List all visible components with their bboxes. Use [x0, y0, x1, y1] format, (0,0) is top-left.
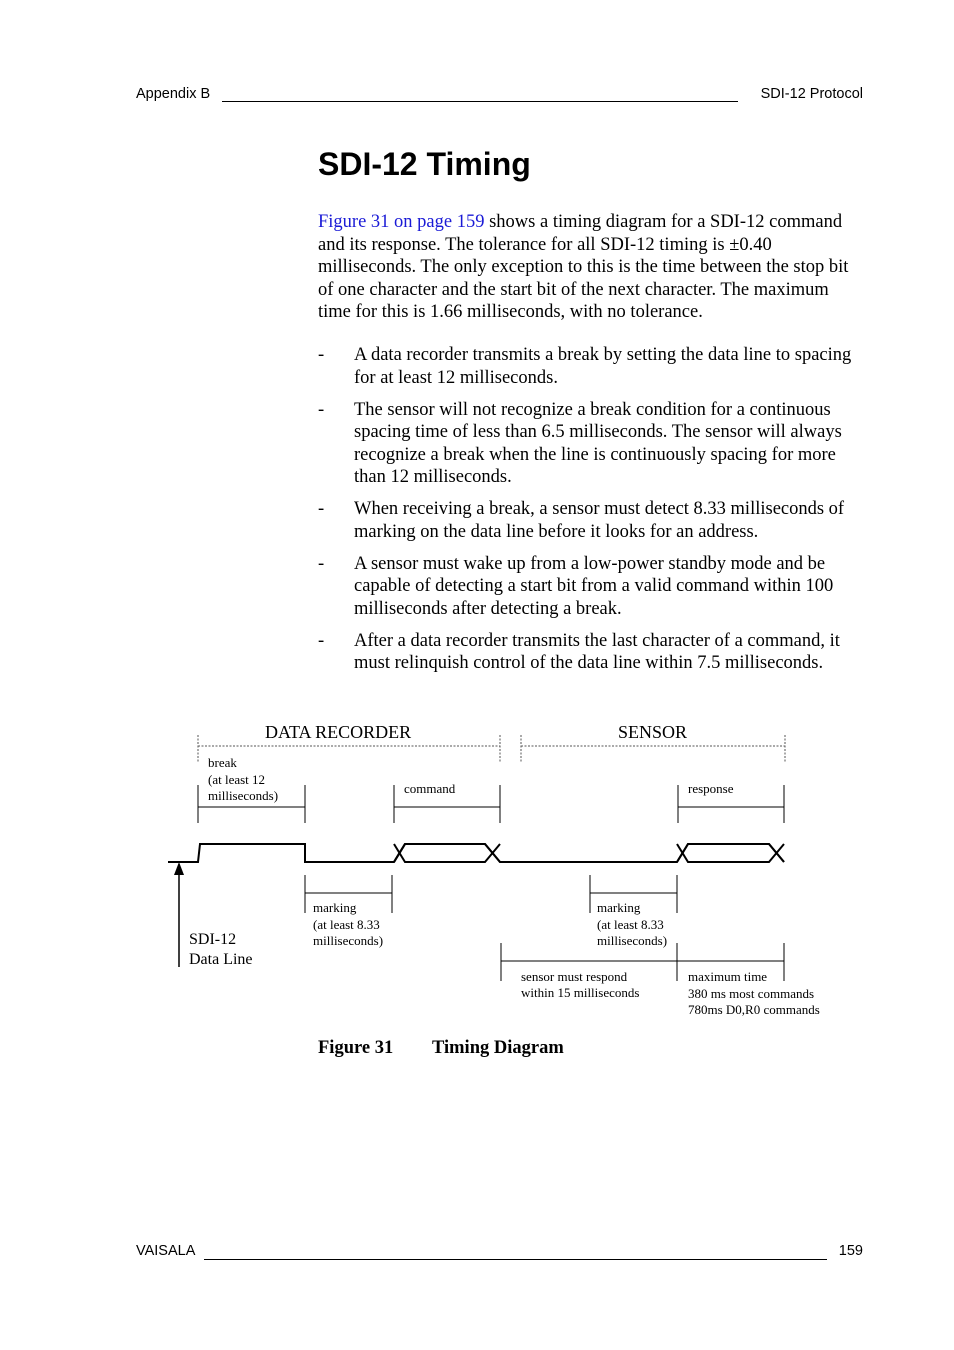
page-header [136, 86, 863, 106]
list-item [318, 553, 866, 621]
max-time-label: maximum time [688, 969, 768, 984]
list-item-text: A data recorder transmits a break by setting the data line to spacing for at least 12 milliseconds. [354, 345, 852, 388]
respond-window-label: within 15 milliseconds [521, 985, 640, 1000]
page-number: 159 [838, 1243, 863, 1259]
sensor-label: SENSOR [618, 722, 688, 742]
figure-reference-link[interactable]: Figure 31 on page 159 [318, 212, 485, 232]
intro-text: shows a timing diagram for a SDI-12 command and its response. The tolerance for all SDI-12 timing is ±0.40 milliseconds. The only exception to this is the time between the stop bit of one character and the start bit of the next character. The maximum time for this is 1.66 milliseconds, with no tolerance. [318, 212, 849, 322]
command-label: command [404, 781, 456, 796]
list-item-text: A sensor must wake up from a low-power standby mode and be capable of detecting a start bit from a valid command within 100 milliseconds after detecting a break. [354, 553, 834, 619]
list-item [318, 399, 866, 489]
marking-label: (at least 8.33 [313, 917, 380, 932]
header-rule [222, 101, 738, 102]
figure-title: Timing Diagram [432, 1038, 564, 1058]
header-document-title: SDI-12 Protocol [760, 86, 863, 102]
figure-number: Figure 31 [318, 1038, 394, 1058]
marking-label: milliseconds) [313, 933, 384, 948]
max-time-label: 780ms D0,R0 commands [688, 1002, 820, 1017]
marking-label: milliseconds) [597, 933, 668, 948]
header-section-label: Appendix B [136, 86, 211, 102]
section-title: SDI-12 Timing [318, 146, 531, 182]
data-line-label: SDI-12 [189, 931, 237, 948]
response-label: response [688, 781, 734, 796]
list-dash: - [318, 553, 325, 574]
list-item-text: The sensor will not recognize a break condition for a continuous spacing time of less than 6.5 milliseconds. The sensor will always recognize a break when the line is continuously spacing for more than 12 milliseconds. [354, 399, 842, 487]
list-dash: - [318, 499, 325, 519]
arrow-up-icon [174, 862, 184, 875]
data-line-label: Data Line [189, 951, 253, 968]
respond-window-label: sensor must respond [521, 969, 628, 984]
marking-label: marking [597, 900, 641, 915]
list-dash: - [318, 399, 325, 420]
interval-markers [198, 785, 784, 981]
list-dash: - [318, 345, 325, 365]
marking-label: (at least 8.33 [597, 917, 664, 932]
data-recorder-label: DATA RECORDER [265, 722, 412, 742]
page-footer [136, 1243, 863, 1263]
max-time-label: 380 ms most commands [688, 986, 815, 1001]
list-item [318, 344, 866, 389]
break-label: milliseconds) [208, 788, 279, 803]
break-label: (at least 12 [208, 772, 266, 787]
intro-paragraph [318, 211, 866, 324]
list-dash: - [318, 630, 325, 651]
list-item [318, 498, 866, 543]
data-line-waveform [168, 844, 784, 862]
list-item-text: When receiving a break, a sensor must detect 8.33 milliseconds of marking on the data line before it looks for an address. [354, 499, 845, 542]
list-item [318, 630, 866, 675]
list-item-text: After a data recorder transmits the last character of a command, it must relinquish control of the data line within 7.5 milliseconds. [354, 630, 840, 673]
marking-label: marking [313, 900, 357, 915]
rules-list [318, 344, 866, 684]
timing-diagram [160, 715, 860, 1025]
footer-rule [204, 1259, 827, 1260]
break-label: break [208, 755, 237, 770]
footer-company: VAISALA [136, 1243, 196, 1259]
